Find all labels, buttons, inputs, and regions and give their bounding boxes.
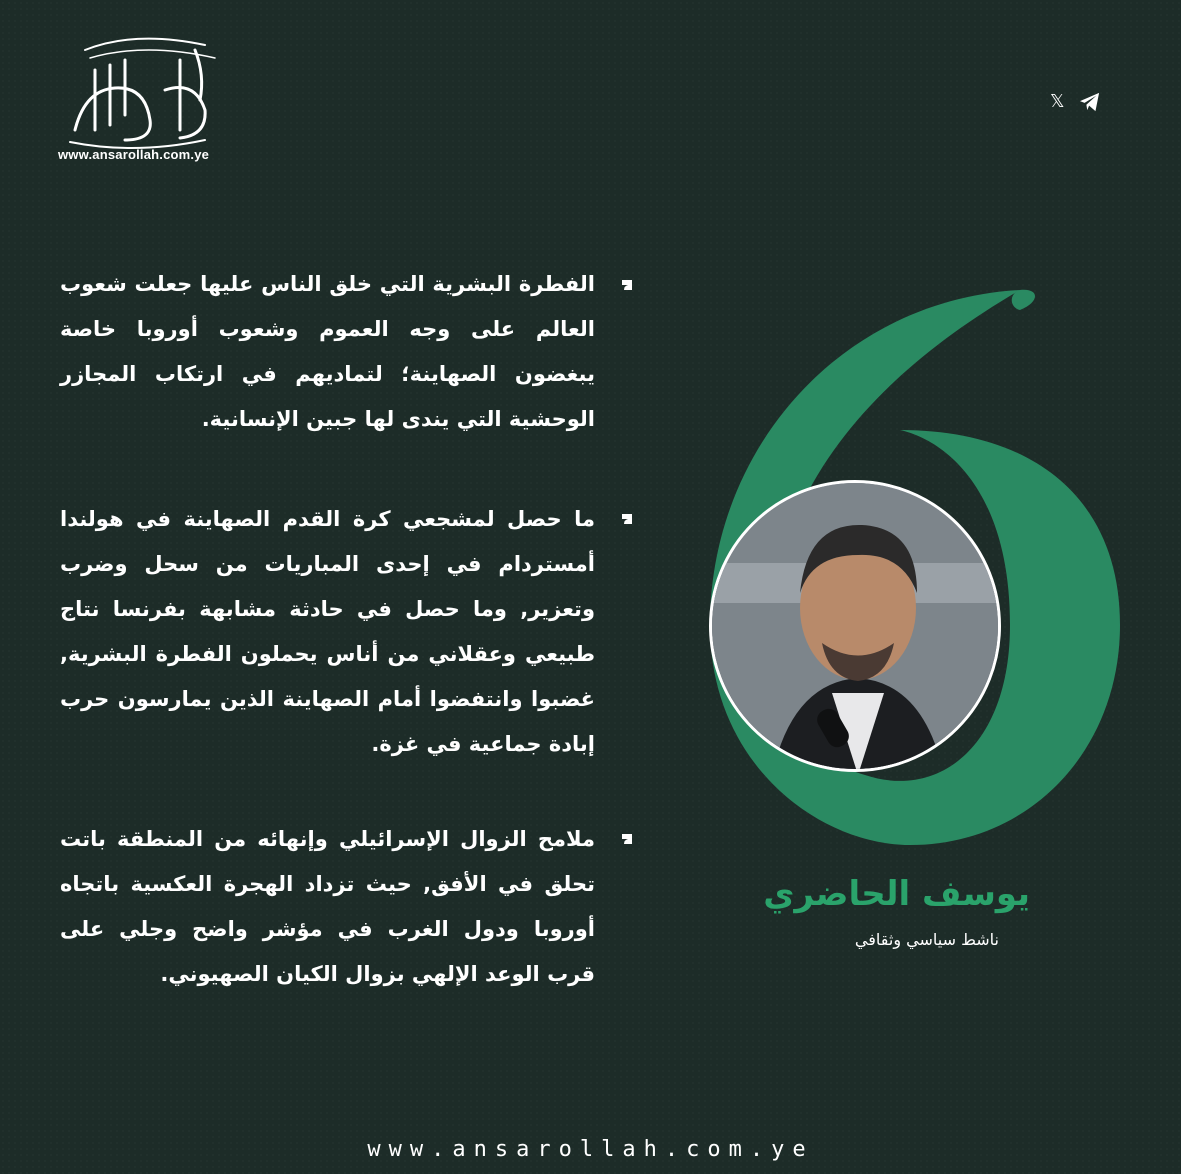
quote-paragraph-3: ملامح الزوال الإسرائيلي وإنهائه من المنطقة باتت تحلق في الأفق, حيث تزداد الهجرة العكسية باتجاه أوروبا ودول الغرب في مؤشر واضح وجلي على قرب الوعد الإلهي بزوال الكيان الصهيوني.: [60, 827, 595, 986]
quote-mark-icon: [618, 828, 642, 852]
logo-url-text: www.ansarollah.com.ye: [58, 147, 210, 162]
quote-mark-icon: [618, 508, 642, 532]
person-portrait-icon: [712, 483, 1001, 772]
footer-url: www.ansarollah.com.ye: [367, 1137, 814, 1162]
speaker-name: يوسف الحاضري: [763, 874, 1030, 914]
quote-paragraph-1: الفطرة البشرية التي خلق الناس عليها جعلت شعوب العالم على وجه العموم وشعوب أوروبا خاصة يبغضون الصهاينة؛ لتماديهم في ارتكاب المجازر الوحشية التي يندى لها جبين الإنسانية.: [60, 272, 595, 431]
x-icon[interactable]: 𝕏: [1050, 91, 1065, 112]
telegram-icon[interactable]: [1079, 92, 1101, 112]
profile-photo: [709, 480, 1001, 772]
quote-mark-icon: [618, 274, 642, 298]
social-links: [1050, 92, 1101, 112]
quote-paragraph-2: ما حصل لمشجعي كرة القدم الصهاينة في هولندا أمستردام في إحدى المباريات من سحل وضرب وتعزير, وما حصل في حادثة مشابهة بفرنسا نتاج طبيعي وعقلاني من أناس يحملون الفطرة البشرية, غضبوا وانتفضوا أمام الصهاينة الذين يمارسون حرب إبادة جماعية في غزة.: [60, 507, 595, 756]
speaker-role: ناشط سياسي وثقافي: [854, 930, 999, 949]
